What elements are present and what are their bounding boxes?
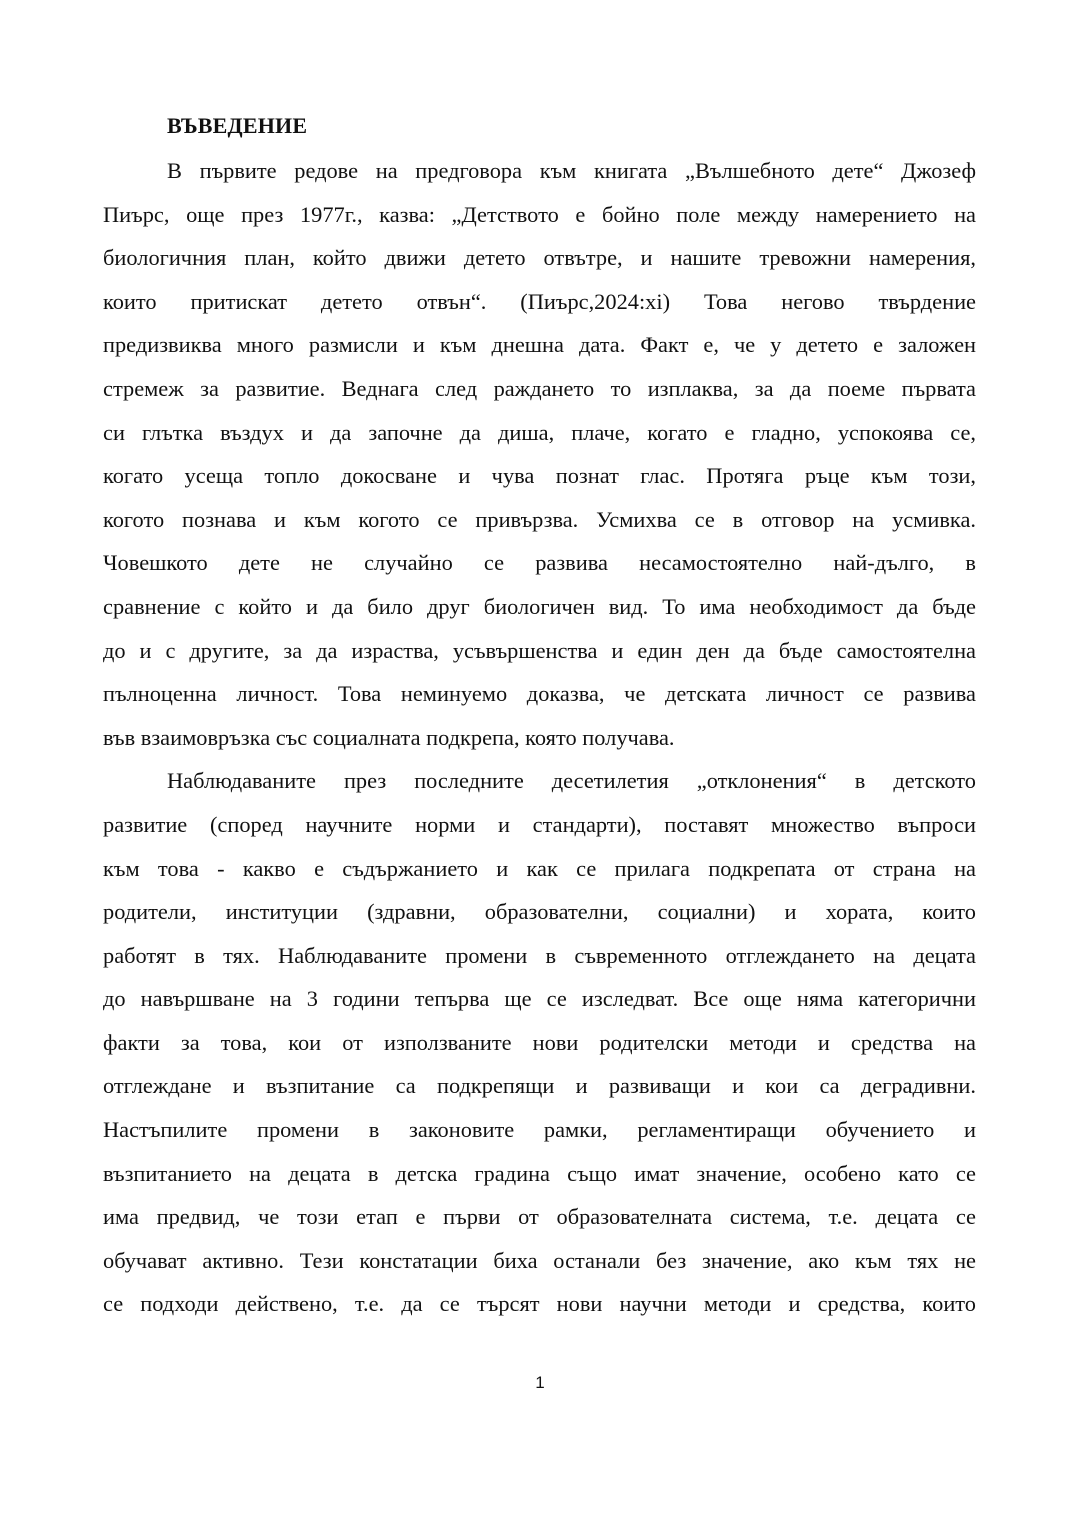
section-heading: ВЪВЕДЕНИЕ (167, 113, 308, 138)
paragraph-2 (103, 759, 976, 1326)
text-line: родители, институции (здравни, образователни, социални) и хората, които (103, 899, 976, 925)
text-line: обучават активно. Тези констатации биха останали без значение, ако към тях не (103, 1247, 976, 1273)
text-line: когото познава и към когото се привързва. Усмихва се в отговор на усмивка. (103, 506, 976, 532)
text-line: към това - какво е съдържанието и как се прилага подкрепата от страна на (103, 855, 976, 881)
text-line: предизвиква много размисли и към днешна дата. Факт е, че у детето е заложен (103, 332, 976, 358)
text-line: възпитанието на децата в детска градина също имат значение, особено като се (103, 1160, 976, 1186)
text-line: биологичния план, който движи детето отвътре, и нашите тревожни намерения, (103, 245, 976, 271)
text-line: когато усеща топло докосване и чува познат глас. Протяга ръце към този, (103, 463, 976, 489)
text-line: Пиърс, още през 1977г., казва: „Детството е бойно поле между намерението на (103, 201, 976, 227)
text-line: си глътка въздух и да започне да диша, плаче, когато е гладно, успокоява се, (103, 419, 976, 445)
text-line: отглеждане и възпитание са подкрепящи и развиващи и кои са деградивни. (103, 1073, 976, 1099)
text-line: работят в тях. Наблюдаваните промени в съвременното отглеждането на децата (103, 942, 976, 968)
text-line: във взаимовръзка със социалната подкрепа, която получава. (103, 724, 675, 750)
text-line: които притискат детето отвън“. (Пиърс,2024:xi) Това негово твърдение (103, 288, 976, 314)
text-line: до и с другите, за да израства, усъвършенства и един ден да бъде самостоятелна (103, 637, 976, 663)
text-line: има предвид, че този етап е първи от образователната система, т.е. децата се (103, 1204, 976, 1230)
text-line: сравнение с който и да било друг биологичен вид. То има необходимост да бъде (103, 593, 976, 619)
text-line: Настъпилите промени в законовите рамки, регламентиращи обучението и (103, 1117, 976, 1143)
text-line: до навършване на 3 години тепърва ще се изследват. Все още няма категорични (103, 986, 976, 1012)
paragraph-1 (103, 149, 976, 759)
body-text (103, 149, 976, 1326)
page-number: 1 (535, 1373, 545, 1392)
text-line: се подходи действено, т.е. да се търсят нови научни методи и средства, които (103, 1291, 976, 1317)
text-line: В първите редове на предговора към книгата „Вълшебното дете“ Джозеф (167, 158, 976, 183)
text-line: пълноценна личност. Това неминуемо доказва, че детската личност се развива (103, 681, 976, 707)
text-line: факти за това, кои от използваните нови родителски методи и средства на (103, 1029, 976, 1055)
text-line: развитие (според научните норми и стандарти), поставят множество въпроси (103, 811, 976, 837)
text-line: Човешкото дете не случайно се развива несамостоятелно най-дълго, в (103, 550, 976, 576)
text-line: стремеж за развитие. Веднага след раждането то изплаква, за да поеме първата (103, 375, 976, 401)
text-line: Наблюдаваните през последните десетилетия „отклонения“ в детското (167, 768, 976, 794)
